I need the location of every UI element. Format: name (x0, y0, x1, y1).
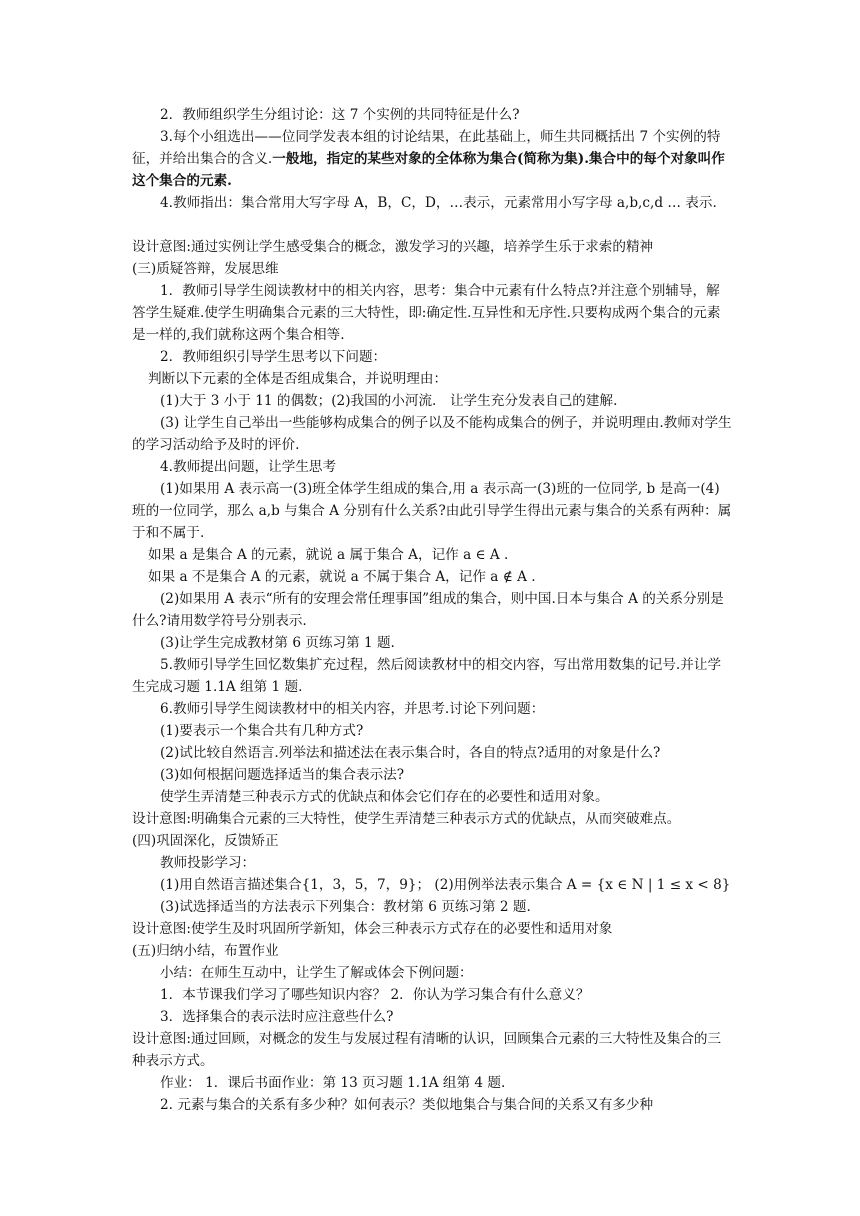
paragraph-s3-4-3: (3)让学生完成教材第 6 页练习第 1 题. (160, 635, 395, 651)
paragraph-s3-6-1: (1)要表示一个集合共有几种方式? (160, 723, 364, 739)
paragraph-s4-1: (1)用自然语言描述集合{1，3，5，7，9}； (2)用例举法表示集合 A = {x ∈ N | 1 ≤ x < 8} (160, 877, 731, 893)
paragraph-s3-4-1: (1)如果用 A 表示高一(3)班全体学生组成的集合,用 a 表示高一(3)班的一位同学, b 是高一(4)班的一位同学，那么 a,b 与集合 A 分别有什么关系?由此引导学生得出元素与集合的关系有两种：属于和不属于. (132, 481, 732, 541)
design-intent-1: 设计意图:通过实例让学生感受集合的概念，激发学习的兴趣，培养学生乐于求索的精神 (132, 239, 654, 255)
section-5-heading: (五)归纳小结，布置作业 (132, 943, 279, 959)
paragraph-2: 2．教师组织学生分组讨论：这 7 个实例的共同特征是什么? (160, 107, 520, 123)
paragraph-judge: 判断以下元素的全体是否组成集合，并说明理由： (148, 371, 448, 387)
paragraph-s3-4: 4.教师提出问题，让学生思考 (160, 459, 337, 475)
section-3-heading: (三)质疑答辩，发展思维 (132, 261, 279, 277)
paragraph-summary-1: 1．本节课我们学习了哪些知识内容？ 2．你认为学习集合有什么意义？ (160, 987, 590, 1003)
paragraph-s3-5: 5.教师引导学生回忆数集扩充过程，然后阅读教材中的相交内容，写出常用数集的记号.并让学生完成习题 1.1A 组第 1 题. (132, 657, 722, 695)
paragraph-s3-2: 2．教师组织引导学生思考以下问题： (160, 349, 387, 365)
paragraph-s4-3: (3)试选择适当的方法表示下列集合：教材第 6 页练习第 2 题. (160, 899, 531, 915)
section-4-heading: (四)巩固深化，反馈矫正 (132, 833, 279, 849)
paragraph-s3-4-2: (2)如果用 A 表示“所有的安理会常任理事国”组成的集合，则中国.日本与集合 A 的关系分别是什么?请用数学符号分别表示. (132, 591, 724, 629)
paragraph-belongs: 如果 a 是集合 A 的元素，就说 a 属于集合 A，记作 a ∈ A . (148, 547, 509, 563)
paragraph-not-belongs: 如果 a 不是集合 A 的元素，就说 a 不属于集合 A，记作 a ∉ A . (148, 569, 536, 585)
paragraph-judge-3: (3) 让学生自己举出一些能够构成集合的例子以及不能构成集合的例子，并说明理由.教师对学生的学习活动给予及时的评价. (132, 415, 732, 453)
paragraph-summary: 小结：在师生互动中，让学生了解或体会下例问题： (160, 965, 473, 981)
paragraph-summary-3: 3．选择集合的表示法时应注意些什么? (160, 1009, 394, 1025)
set-definition-bold: 一般地，指定的某些对象的全体称为集合(简称为集).集合中的每个对象叫作这个集合的元素. (132, 151, 725, 189)
paragraph-s3-6-3: (3)如何根据问题选择适当的集合表示法? (160, 767, 405, 783)
paragraph-homework-2: 2. 元素与集合的关系有多少种？如何表示？类似地集合与集合间的关系又有多少种 (160, 1097, 654, 1113)
paragraph-3: 3.每个小组选出——位同学发表本组的讨论结果，在此基础上，师生共同概括出 7 个实例的特征，并给出集合的含义.一般地，指定的某些对象的全体称为集合(简称为集).集合中的每个对象叫作这个集合的元素. (132, 129, 725, 189)
paragraph-s4-projection: 教师投影学习： (160, 855, 256, 871)
paragraph-s3-1: 1．教师引导学生阅读教材中的相关内容，思考：集合中元素有什么特点?并注意个别辅导，解答学生疑难.使学生明确集合元素的三大特性，即:确定性.互异性和无序性.只要构成两个集合的元素是一样的,我们就称这两个集合相等. (132, 283, 721, 343)
paragraph-s3-6-2: (2)试比较自然语言.列举法和描述法在表示集合时，各自的特点?适用的对象是什么? (160, 745, 661, 761)
design-intent-4: 设计意图:通过回顾，对概念的发生与发展过程有清晰的认识，回顾集合元素的三大特性及集合的三种表示方式。 (132, 1031, 722, 1069)
paragraph-homework: 作业： 1．课后书面作业：第 13 页习题 1.1A 组第 4 题. (160, 1075, 506, 1091)
design-intent-2: 设计意图:明确集合元素的三大特性，使学生弄清楚三种表示方式的优缺点，从而突破难点。 (132, 811, 681, 827)
paragraph-judge-1: (1)大于 3 小于 11 的偶数；(2)我国的小河流. 让学生充分发表自己的建解. (160, 393, 618, 409)
paragraph-s3-6-summary: 使学生弄清楚三种表示方式的优缺点和体会它们存在的必要性和适用对象。 (160, 789, 609, 805)
paragraph-4: 4.教师指出：集合常用大写字母 A，B，C，D，…表示，元素常用小写字母 a,b,c,d … 表示. (160, 195, 717, 211)
design-intent-3: 设计意图:使学生及时巩固所学新知，体会三种表示方式存在的必要性和适用对象 (132, 921, 613, 937)
paragraph-s3-6: 6.教师引导学生阅读教材中的相关内容，并思考.讨论下列问题： (160, 701, 545, 717)
